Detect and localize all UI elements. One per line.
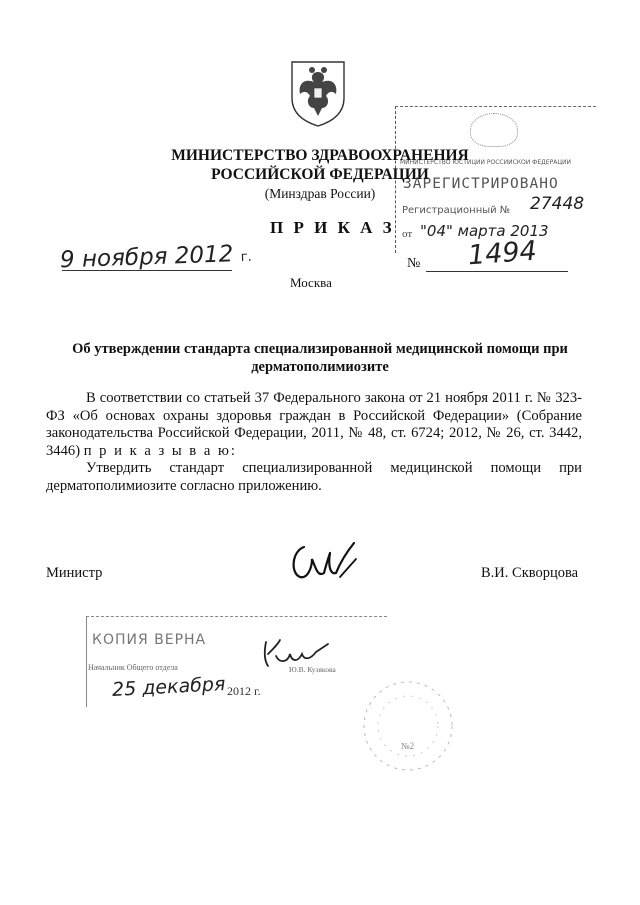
order-date-suffix: г. [240,249,252,266]
document-type: П Р И К А З [270,218,395,237]
signatory-name: В.И. Скворцова [481,565,579,581]
copy-stamp-title: КОПИЯ ВЕРНА [92,632,207,648]
body-paragraph-1-text: В соответствии со статьей 37 Федерального закона от 21 ноября 2011 г. № 323-ФЗ «Об основах охраны здоровья граждан в Российской Федерации» (Собрание законодательства Российской Федерации, 2011, № 48, ст. 6724; 2012, № 26, ст. 3442, 3446) [46,390,582,459]
ministry-name-line2: РОССИЙСКОЙ ФЕДЕРАЦИИ [211,166,429,183]
order-date-handwritten: 9 ноября 2012 [59,241,234,274]
registration-organization: МИНИСТЕРСТВО ЮСТИЦИИ РОССИЙСКОЙ ФЕДЕРАЦИИ [400,159,571,166]
order-verb: п р и к а з ы в а ю: [83,442,237,459]
body-paragraph-1 [46,390,582,460]
order-body [46,390,582,495]
copy-stamp-year: 2012 г. [227,684,261,698]
number-underline [426,271,568,272]
round-seal-icon [348,674,468,774]
signatory-title: Министр [46,565,103,581]
registration-number-label: Регистрационный № [402,205,511,216]
registration-date: "04" марта 2013 [420,222,549,240]
order-date [60,241,252,274]
registration-number: 27448 [530,194,585,214]
registration-date-label: от [402,228,413,240]
body-paragraph-2: Утвердить стандарт специализированной медицинской помощи при дерматополимиозите согласно приложению. [46,460,582,494]
copy-stamp-name: Ю.В. Кузякова [289,665,336,674]
ministry-short-name: (Минздрав России) [264,186,376,201]
copy-stamp-date: 25 декабря [111,673,226,701]
copy-stamp-role: Начальник Общего отдела [88,663,178,672]
round-seal-fragment: №2 [401,741,415,751]
stamp-crest-icon [470,113,518,147]
ministry-header [120,146,520,203]
registration-status: ЗАРЕГИСТРИРОВАНО [403,176,559,192]
date-underline [62,270,232,271]
state-emblem-icon [286,58,350,128]
order-subject: Об утверждении стандарта специализированной медицинской помощи при дерматополимиозите [72,341,568,375]
order-number: 1494 [467,235,538,272]
city: Москва [290,275,332,290]
ministry-name-line1: МИНИСТЕРСТВО ЗДРАВООХРАНЕНИЯ [171,147,469,164]
minister-signature [282,533,362,593]
order-number-label: № [407,256,421,271]
